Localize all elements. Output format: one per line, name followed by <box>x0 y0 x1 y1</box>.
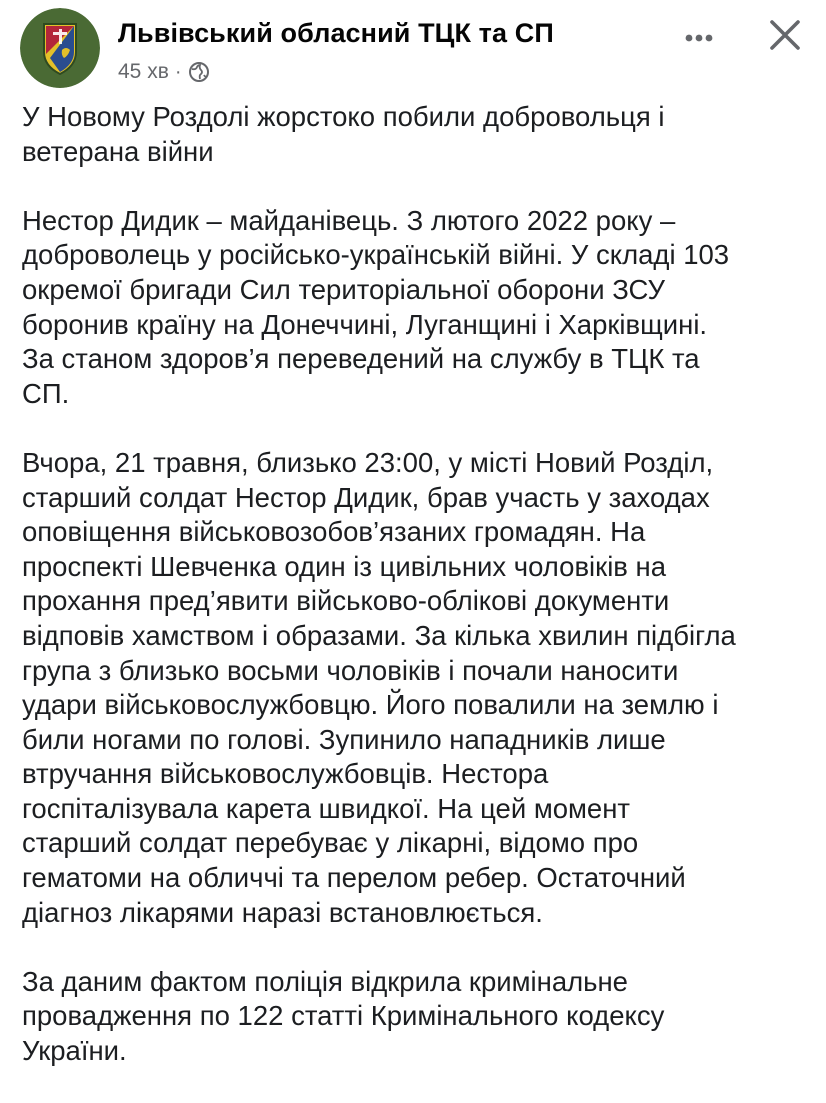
text-line: За даним фактом поліція відкрила кримінальне <box>22 965 628 997</box>
post-header <box>20 8 810 90</box>
coat-of-arms-emblem <box>20 8 100 88</box>
text-line: втручання військовослужбовців. Нестора <box>22 758 549 790</box>
page-avatar[interactable] <box>20 8 100 88</box>
text-line: Нестор Дидик – майданівець. З лютого 2022 року – <box>22 204 676 236</box>
post-paragraph <box>22 100 812 169</box>
text-line: оповіщення військовозобов’язаних громадян. На <box>22 516 646 548</box>
post-paragraph <box>22 446 812 930</box>
text-line: били ногами по голові. Зупинило нападників лише <box>22 723 666 755</box>
text-line: гематоми на обличчі та перелом ребер. Остаточний <box>22 862 686 894</box>
page-name[interactable]: Львівський обласний ТЦК та СП <box>118 18 554 48</box>
post-paragraph <box>22 204 812 412</box>
more-dots-icon <box>672 16 726 60</box>
more-options-button[interactable] <box>672 16 726 60</box>
text-line: окремої бригади Сил територіальної оборони ЗСУ <box>22 273 665 305</box>
text-line: відповів хамством і образами. За кілька хвилин підбігла <box>22 619 736 651</box>
text-line: проспекті Шевченка один із цивільних чоловіків на <box>22 550 667 582</box>
post-meta <box>118 60 210 84</box>
text-line: діагноз лікарями наразі встановлюється. <box>22 896 543 928</box>
post-body <box>22 100 812 1103</box>
text-line: старший солдат Нестор Дидик, брав участь у заходах <box>22 481 710 513</box>
text-line: Вчора, 21 травня, близько 23:00, у місті Новий Розділ, <box>22 446 714 478</box>
text-line: боронив країну на Донеччині, Луганщині і Харківщині. <box>22 308 708 340</box>
meta-separator: · <box>174 60 182 83</box>
text-line: СП. <box>22 377 70 409</box>
close-icon <box>762 12 808 58</box>
text-line: прохання пред’явити військово-облікові документи <box>22 585 670 617</box>
close-button[interactable] <box>762 12 808 58</box>
text-line: ветерана війни <box>22 135 214 167</box>
text-line: госпіталізувала карета швидкої. На цей момент <box>22 792 631 824</box>
post-time[interactable]: 45 хв <box>118 60 169 83</box>
text-line: доброволець у російсько-українській війні. У складі 103 <box>22 239 730 271</box>
post-paragraph <box>22 965 812 1069</box>
text-line: України. <box>22 1035 127 1067</box>
text-line: За станом здоров’я переведений на службу в ТЦК та <box>22 343 700 375</box>
globe-icon[interactable] <box>188 61 210 83</box>
text-line: удари військовослужбовцю. Його повалили на землю і <box>22 689 719 721</box>
text-line: група з близько восьми чоловіків і почали наносити <box>22 654 679 686</box>
text-line: провадження по 122 статті Кримінального кодексу <box>22 1000 665 1032</box>
text-line: старший солдат перебуває у лікарні, відомо про <box>22 827 639 859</box>
text-line: У Новому Роздолі жорстоко побили добровольця і <box>22 101 665 132</box>
